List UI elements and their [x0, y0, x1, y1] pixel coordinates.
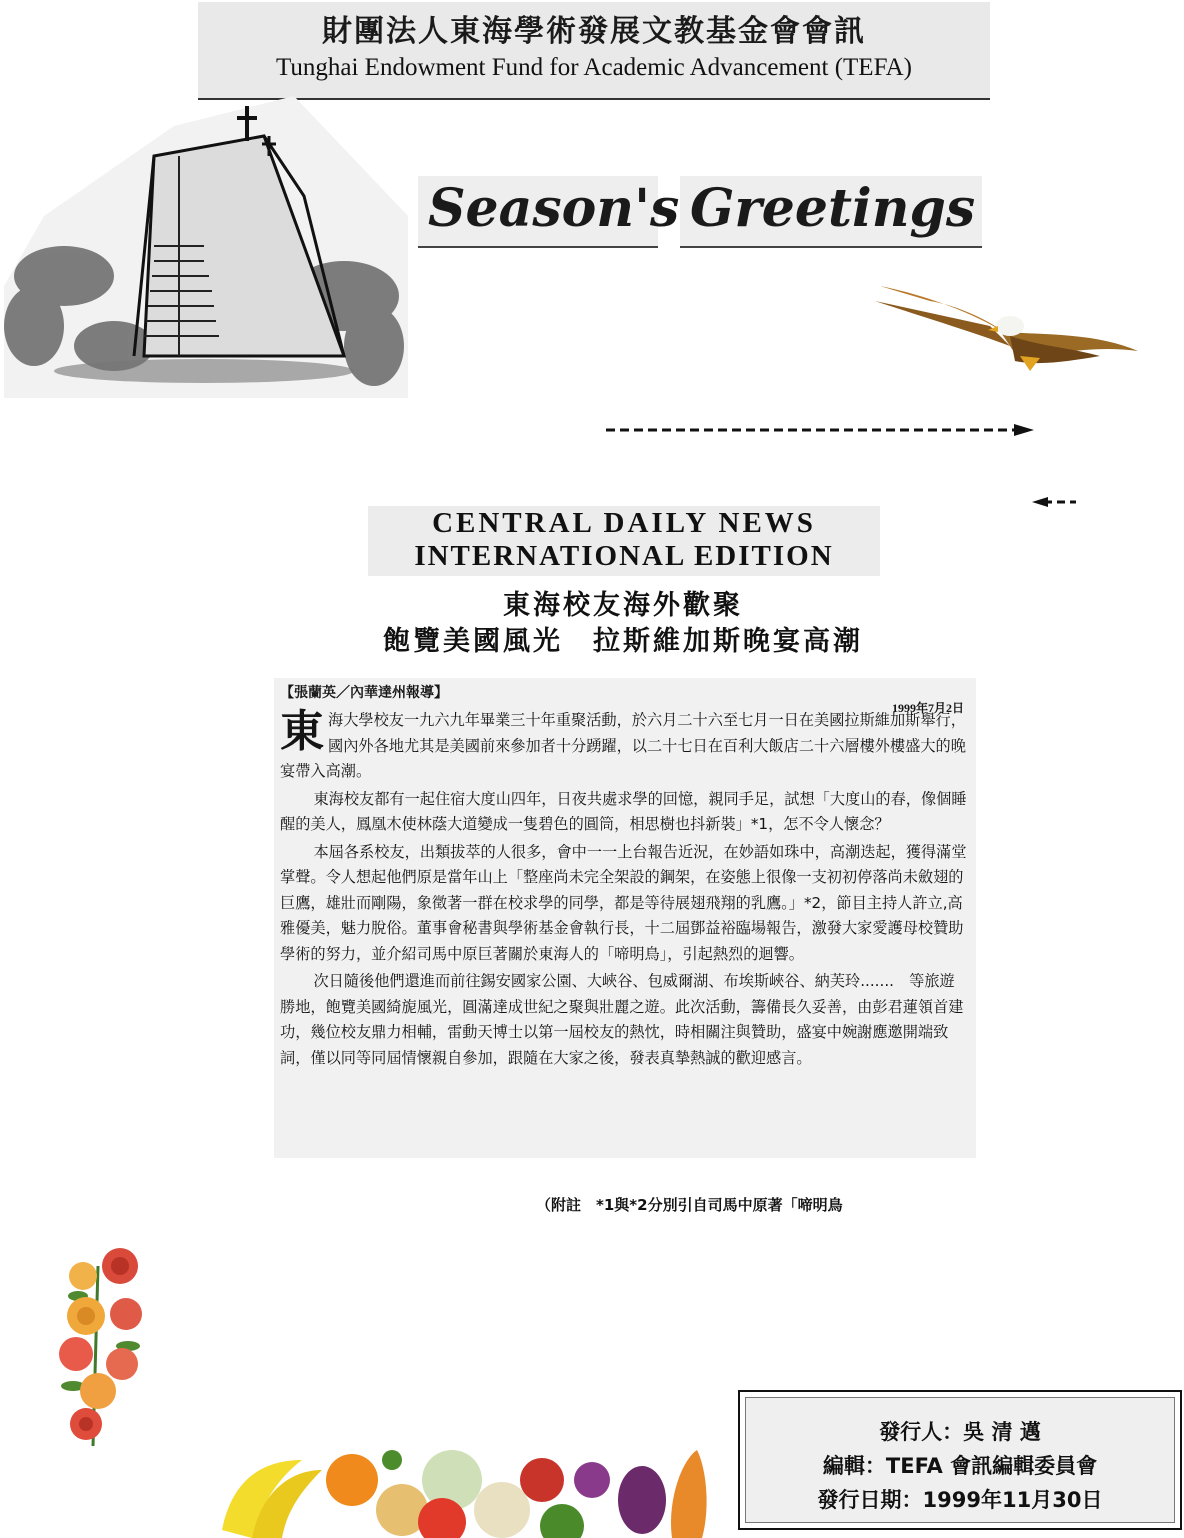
- greeting-word-greetings: Greetings: [680, 176, 982, 248]
- headline-line-1: 東海校友海外歡聚: [503, 590, 743, 621]
- publish-date: 發行日期：1999年11月30日: [817, 1488, 1103, 1512]
- roses-illustration: [48, 1236, 152, 1454]
- dashed-arrow-left: [1030, 494, 1078, 510]
- publisher-info-inner: [745, 1397, 1175, 1523]
- paragraph-1-text: 海大學校友一九六九年畢業三十年重聚活動，於六月二十六至七月一日在美國拉斯維加斯舉行，國內外各地尤其是美國前來參加者十分踴躍，以二十七日在百利大飯店二十六層樓外樓盛大的晚宴帶入高潮。: [280, 711, 966, 780]
- header-title-chinese: 財團法人東海學術發展文教基金會會訊: [322, 14, 866, 49]
- newsletter-header: [198, 2, 990, 100]
- article-footnote: （附註 *1與*2分別引自司馬中原著「啼明鳥: [536, 1196, 843, 1214]
- church-illustration: [4, 96, 408, 398]
- publisher-name: 發行人：吳 清 邁: [879, 1420, 1041, 1444]
- article-dropcap: 東: [280, 706, 324, 757]
- publisher-info-box: [738, 1390, 1182, 1530]
- article-headline: [298, 588, 948, 660]
- masthead-line-1: CENTRAL DAILY NEWS: [432, 507, 816, 539]
- dashed-arrow-right: [604, 420, 1036, 440]
- newspaper-masthead: [368, 506, 880, 576]
- article-body: [274, 678, 976, 1158]
- article-paragraph-3: 本屆各系校友，出類拔萃的人很多，會中一一上台報告近況，在妙語如珠中，高潮迭起，獲得滿堂掌聲。令人想起他們原是當年山上「整座尚未完全架設的鋼架，在姿態上很像一支初初停落尚未斂翅的巨鷹，雄壯而剛陽，象徵著一群在校求學的同學，都是等待展翅飛翔的乳鷹。」*2，節目主持人許立,高雅優美，魅力脫俗。董事會秘書與學術基金會執行長，十二屆鄧益裕臨場報告，激發大家愛護母校贊助學術的努力，並介紹司馬中原巨著關於東海人的「啼明鳥」，引起熱烈的迴響。: [280, 842, 967, 963]
- article-date: 1999年7月2日: [891, 701, 964, 715]
- fruits-illustration: [212, 1440, 712, 1538]
- headline-line-2: 飽覽美國風光 拉斯維加斯晚宴高潮: [383, 626, 863, 657]
- article-paragraph-4: 次日隨後他們還進而前往錫安國家公園、大峽谷、包威爾湖、布埃斯峽谷、納芙玲....... 等旅遊勝地，飽覽美國綺旎風光，圓滿達成世紀之聚與壯麗之遊。此次活動，籌備長久妥善，由彭君蓮領首建功，幾位校友鼎力相輔，雷動天博士以第一屆校友的熱忱，時相關注與贊助，盛宴中婉謝應邀開端致詞，僅以同等同屆情懷親自參加，跟隨在大家之後，發表真摯熱誠的歡迎感言。: [280, 972, 964, 1067]
- article-paragraph-1: [280, 708, 968, 785]
- header-title-english: Tunghai Endowment Fund for Academic Advancement (TEFA): [276, 54, 912, 81]
- greeting-word-seasons: Season's: [418, 176, 658, 248]
- eagle-illustration: [870, 276, 1142, 376]
- article-byline: 【張蘭英／內華達州報導】: [280, 685, 448, 701]
- masthead-line-2: INTERNATIONAL EDITION: [414, 540, 834, 572]
- editor-name: 編輯：TEFA 會訊編輯委員會: [822, 1454, 1098, 1478]
- article-paragraph-2: 東海校友都有一起住宿大度山四年，日夜共處求學的回憶，親同手足，試想「大度山的春，像個睡醒的美人，鳳凰木使林蔭大道變成一隻碧色的圓筒，相思樹也抖新裝」*1，怎不令人懷念？: [280, 789, 967, 833]
